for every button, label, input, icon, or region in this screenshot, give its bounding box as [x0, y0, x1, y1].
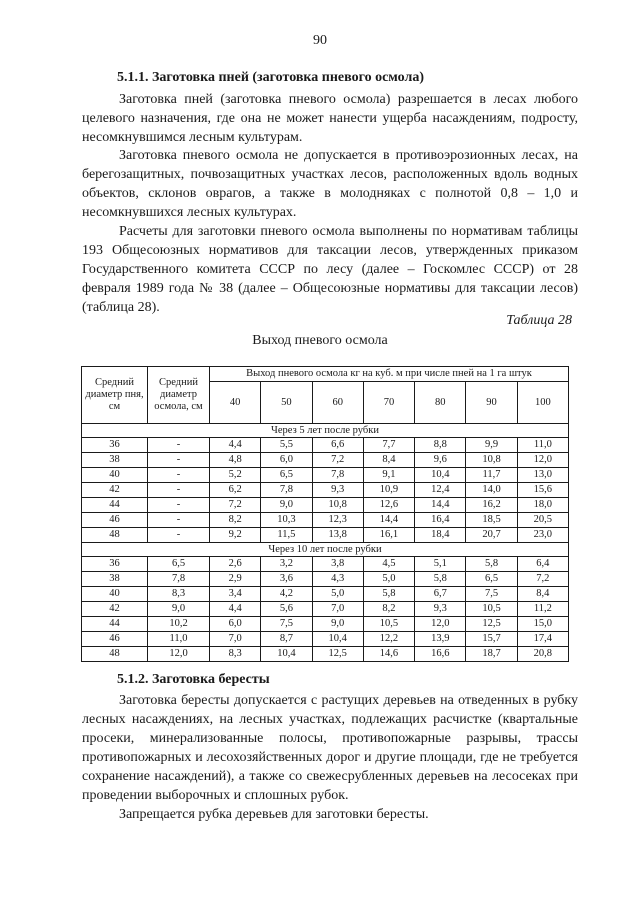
resin-yield-table	[81, 366, 569, 662]
table-cell: 5,5	[261, 438, 312, 453]
table-cell: 4,2	[261, 587, 312, 602]
table-cell: 11,0	[148, 632, 210, 647]
section-title: Через 5 лет после рубки	[82, 424, 569, 438]
section-heading-birch-bark: 5.1.2. Заготовка бересты	[117, 672, 270, 687]
table-cell: 9,0	[312, 617, 363, 632]
table-cell: 7,0	[210, 632, 261, 647]
table-cell: 11,5	[261, 528, 312, 543]
table-cell: 15,7	[466, 632, 517, 647]
table-cell: 12,4	[415, 483, 466, 498]
table-cell: 14,4	[415, 498, 466, 513]
table-cell: 46	[82, 513, 148, 528]
table-cell: 16,2	[466, 498, 517, 513]
table-row	[82, 498, 569, 513]
header-count: 60	[312, 382, 363, 424]
table-row	[82, 617, 569, 632]
table-cell: 23,0	[517, 528, 568, 543]
table-cell: 12,0	[148, 647, 210, 662]
table-cell: 38	[82, 453, 148, 468]
table-cell: 7,2	[517, 572, 568, 587]
table-cell: 40	[82, 587, 148, 602]
table-cell: 36	[82, 557, 148, 572]
table-cell: 12,2	[363, 632, 414, 647]
table-cell: 11,0	[517, 438, 568, 453]
table-cell: 18,7	[466, 647, 517, 662]
table-cell: 6,4	[517, 557, 568, 572]
table-row	[82, 632, 569, 647]
table-cell: 40	[82, 468, 148, 483]
table-cell: 7,0	[312, 602, 363, 617]
page-number: 90	[313, 33, 327, 48]
table-cell: 16,1	[363, 528, 414, 543]
table-cell: 20,5	[517, 513, 568, 528]
header-count: 50	[261, 382, 312, 424]
paragraph: Заготовка пневого осмола не допускается в противоэрозионных лесах, на берегозащитных, почвозащитных участках лесов, расположенных вдоль водных объектов, склонов оврагов, а также в молодняках с полнотой 0,8 – 1,0 и несомкнувшихся лесных культурах.	[82, 148, 578, 220]
table-cell: 6,5	[148, 557, 210, 572]
table-cell: 9,0	[261, 498, 312, 513]
table-cell: 3,6	[261, 572, 312, 587]
table-cell: 7,2	[210, 498, 261, 513]
header-count: 70	[363, 382, 414, 424]
table-cell: 10,2	[148, 617, 210, 632]
table-cell: 14,0	[466, 483, 517, 498]
table-cell: 6,6	[312, 438, 363, 453]
table-row	[82, 647, 569, 662]
table-cell: -	[148, 468, 210, 483]
table-cell: 7,5	[466, 587, 517, 602]
table-cell: 13,9	[415, 632, 466, 647]
table-cell: 46	[82, 632, 148, 647]
header-count: 100	[517, 382, 568, 424]
table-cell: 5,8	[415, 572, 466, 587]
table-cell: 20,7	[466, 528, 517, 543]
table-cell: 8,2	[210, 513, 261, 528]
table-cell: 5,0	[312, 587, 363, 602]
table-cell: 18,4	[415, 528, 466, 543]
table-cell: 2,9	[210, 572, 261, 587]
table-cell: 16,4	[415, 513, 466, 528]
table-cell: 10,4	[312, 632, 363, 647]
paragraph: Расчеты для заготовки пневого осмола выполнены по нормативам таблицы 193 Общесоюзных нормативов для таксации лесов, утвержденных приказом Государственного комитета СССР по лесу (далее – Госкомлес СССР) от 28 февраля 1989 года № 38 (далее – Общесоюзные нормативы для таксации лесов) (таблица 28).	[82, 224, 578, 315]
table-cell: 9,2	[210, 528, 261, 543]
table-cell: 4,4	[210, 602, 261, 617]
table-cell: 5,2	[210, 468, 261, 483]
table-cell: 5,6	[261, 602, 312, 617]
table-title: Выход пневого осмола	[252, 333, 388, 348]
section-row	[82, 543, 569, 557]
table-cell: 9,9	[466, 438, 517, 453]
table-cell: 18,0	[517, 498, 568, 513]
table-cell: -	[148, 513, 210, 528]
table-cell: 7,8	[312, 468, 363, 483]
table-cell: 14,6	[363, 647, 414, 662]
table-cell: 38	[82, 572, 148, 587]
table-cell: 48	[82, 647, 148, 662]
table-cell: 7,5	[261, 617, 312, 632]
table-cell: 3,4	[210, 587, 261, 602]
table-cell: 7,7	[363, 438, 414, 453]
table-cell: 5,8	[363, 587, 414, 602]
table-cell: -	[148, 453, 210, 468]
table-cell: 9,3	[415, 602, 466, 617]
table-cell: 7,2	[312, 453, 363, 468]
table-body	[82, 424, 569, 662]
table-cell: 11,7	[466, 468, 517, 483]
table-cell: 8,3	[148, 587, 210, 602]
table-cell: 8,2	[363, 602, 414, 617]
table-cell: 20,8	[517, 647, 568, 662]
header-stump-diameter: Средний диаметр пня, см	[82, 367, 148, 424]
table-cell: 9,0	[148, 602, 210, 617]
table-cell: 10,8	[312, 498, 363, 513]
table-cell: 15,0	[517, 617, 568, 632]
table-row	[82, 453, 569, 468]
table-cell: 4,5	[363, 557, 414, 572]
table-cell: 9,3	[312, 483, 363, 498]
section-row	[82, 424, 569, 438]
table-cell: 4,3	[312, 572, 363, 587]
table-row	[82, 557, 569, 572]
table-cell: 10,5	[466, 602, 517, 617]
table-row	[82, 572, 569, 587]
table-cell: 17,4	[517, 632, 568, 647]
table-cell: 2,6	[210, 557, 261, 572]
table-label: Таблица 28	[506, 313, 572, 328]
table-cell: 13,8	[312, 528, 363, 543]
table-cell: 42	[82, 602, 148, 617]
table-cell: 12,6	[363, 498, 414, 513]
table-cell: 6,7	[415, 587, 466, 602]
table-cell: 6,5	[261, 468, 312, 483]
header-count: 80	[415, 382, 466, 424]
table-cell: 3,2	[261, 557, 312, 572]
paragraph: Запрещается рубка деревьев для заготовки бересты.	[119, 807, 429, 822]
table-cell: 12,0	[415, 617, 466, 632]
table-cell: 14,4	[363, 513, 414, 528]
table-cell: 12,3	[312, 513, 363, 528]
section-title: Через 10 лет после рубки	[82, 543, 569, 557]
section-heading-stumps: 5.1.1. Заготовка пней (заготовка пневого осмола)	[117, 70, 424, 85]
table-cell: 44	[82, 617, 148, 632]
table-cell: 5,0	[363, 572, 414, 587]
table-cell: 12,0	[517, 453, 568, 468]
table-cell: 10,8	[466, 453, 517, 468]
table-cell: 10,9	[363, 483, 414, 498]
table-row	[82, 483, 569, 498]
table-cell: 3,8	[312, 557, 363, 572]
header-resin-diameter: Средний диаметр осмола, см	[148, 367, 210, 424]
table-cell: 6,2	[210, 483, 261, 498]
table-cell: 6,0	[210, 617, 261, 632]
table-row	[82, 513, 569, 528]
table-row	[82, 468, 569, 483]
table-cell: 6,5	[466, 572, 517, 587]
table-row	[82, 602, 569, 617]
table-row	[82, 587, 569, 602]
table-cell: 10,5	[363, 617, 414, 632]
table-cell: 7,8	[261, 483, 312, 498]
table-cell: 42	[82, 483, 148, 498]
header-count: 40	[210, 382, 261, 424]
table-cell: 4,4	[210, 438, 261, 453]
table-cell: 10,4	[261, 647, 312, 662]
table-cell: 36	[82, 438, 148, 453]
table-cell: 15,6	[517, 483, 568, 498]
table-cell: 8,3	[210, 647, 261, 662]
header-yield-group: Выход пневого осмола кг на куб. м при числе пней на 1 га штук	[210, 367, 569, 382]
table-cell: 44	[82, 498, 148, 513]
table-cell: 11,2	[517, 602, 568, 617]
paragraph: Заготовка пней (заготовка пневого осмола) разрешается в лесах любого целевого назначения, где она не может нанести ущерба насаждениям, подросту, несомкнувшимся лесным культурам.	[82, 92, 578, 145]
table-cell: 10,3	[261, 513, 312, 528]
table-row	[82, 438, 569, 453]
table-cell: 18,5	[466, 513, 517, 528]
table-cell: -	[148, 498, 210, 513]
table-row	[82, 528, 569, 543]
table-cell: 8,8	[415, 438, 466, 453]
table-cell: -	[148, 528, 210, 543]
table-cell: 48	[82, 528, 148, 543]
table-cell: 12,5	[312, 647, 363, 662]
table-cell: 5,1	[415, 557, 466, 572]
table-cell: 13,0	[517, 468, 568, 483]
table-cell: 9,1	[363, 468, 414, 483]
table-cell: 4,8	[210, 453, 261, 468]
table-cell: 9,6	[415, 453, 466, 468]
table-cell: 5,8	[466, 557, 517, 572]
table-cell: 12,5	[466, 617, 517, 632]
table-cell: 10,4	[415, 468, 466, 483]
table-cell: 8,7	[261, 632, 312, 647]
table-cell: 16,6	[415, 647, 466, 662]
table-cell: 8,4	[517, 587, 568, 602]
paragraph: Заготовка бересты допускается с растущих деревьев на отведенных в рубку лесных насаждениях, на лесных участках, подлежащих расчистке (квартальные просеки, минерализованные полосы, противопожарные разрывы, трассы противопожарных и лесохозяйственных дорог и другие площади, где не требуется сохранение насаждений), а также со свежесрубленных деревьев на лесосеках при проведении выборочных и сплошных рубок.	[82, 693, 578, 803]
table-cell: -	[148, 483, 210, 498]
table-cell: -	[148, 438, 210, 453]
table-cell: 7,8	[148, 572, 210, 587]
table-cell: 6,0	[261, 453, 312, 468]
table-cell: 8,4	[363, 453, 414, 468]
header-count: 90	[466, 382, 517, 424]
